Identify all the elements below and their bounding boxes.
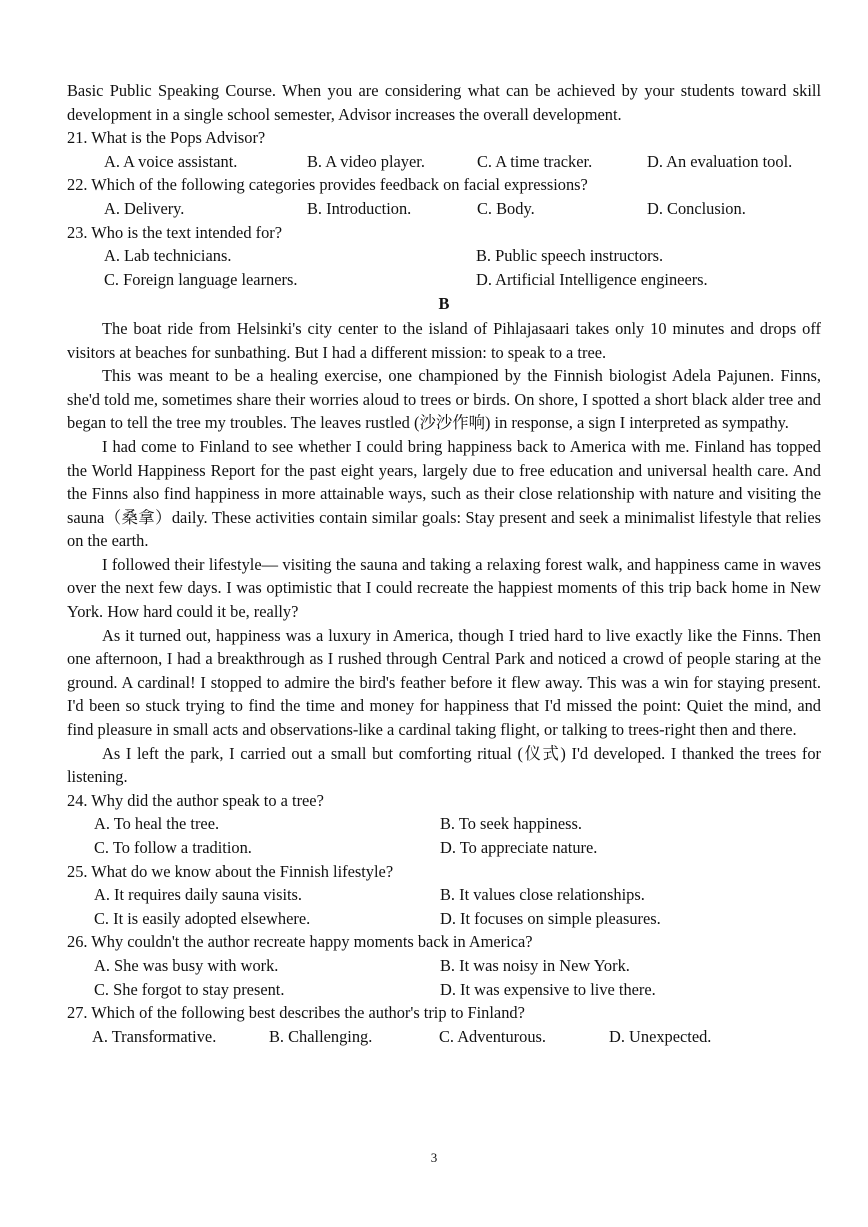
question-stem: 26. Why couldn't the author recreate happy moments back in America? — [67, 932, 533, 952]
option: A. She was busy with work. — [94, 955, 279, 975]
section-heading: B — [438, 294, 450, 314]
option: B. To seek happiness. — [440, 814, 582, 834]
page-body — [67, 79, 821, 1048]
option: D. It focuses on simple pleasures. — [440, 908, 661, 928]
option: A. It requires daily sauna visits. — [94, 885, 303, 905]
passage-paragraph: This was meant to be a healing exercise, one championed by the Finnish biologist Adela Pajunen. Finns, she'd told me, sometimes share their worries aloud to trees or birds. On shore, I spotted a short black alder tree and began to tell the tree my troubles. The leaves rustled (沙沙作响) in response, a sign I interpreted as sympathy. — [67, 366, 821, 433]
option-row — [67, 244, 821, 291]
option: A. Delivery. — [104, 198, 185, 218]
passage-paragraph: The boat ride from Helsinki's city center to the island of Pihlajasaari takes only 10 minutes and drops off visitors at beaches for sunbathing. But I had a different mission: to speak to a tree. — [67, 318, 821, 362]
option: D. Conclusion. — [647, 198, 746, 218]
option: D. An evaluation tool. — [647, 151, 793, 171]
option: C. Foreign language learners. — [104, 269, 298, 289]
option-row — [67, 954, 821, 1001]
option: B. It values close relationships. — [440, 885, 645, 905]
option-row — [67, 1025, 821, 1049]
option: A. Lab technicians. — [104, 246, 232, 266]
option: C. She forgot to stay present. — [94, 979, 285, 999]
option-row — [67, 883, 821, 930]
option: D. It was expensive to live there. — [440, 979, 656, 999]
question-stem: 21. What is the Pops Advisor? — [67, 128, 266, 148]
option: B. It was noisy in New York. — [440, 955, 630, 975]
passage-paragraph: As it turned out, happiness was a luxury in America, though I tried hard to live exactly like the Finns. Then one afternoon, I had a breakthrough as I rushed through Central Park and noticed a crowd of people staring at the ground. A cardinal! I stopped to admire the bird's feather before it flew away. This was a win for staying present. I'd been so stuck trying to find the time and money for happiness that I'd missed the point: Quiet the mind, and find pleasure in small acts and observations-like a cardinal taking flight, or talking to trees-right then and there. — [67, 625, 821, 740]
page-number: 3 — [430, 1150, 438, 1165]
option: D. Artificial Intelligence engineers. — [476, 269, 708, 289]
option: D. Unexpected. — [609, 1026, 712, 1046]
option: B. Challenging. — [269, 1026, 373, 1046]
option: B. Introduction. — [307, 198, 412, 218]
question-stem: 25. What do we know about the Finnish lifestyle? — [67, 861, 394, 881]
option-row — [67, 150, 821, 174]
option: C. A time tracker. — [477, 151, 593, 171]
option: A. A voice assistant. — [104, 151, 238, 171]
option: B. Public speech instructors. — [476, 246, 664, 266]
option: C. Adventurous. — [439, 1026, 546, 1046]
passage-paragraph: I followed their lifestyle— visiting the sauna and taking a relaxing forest walk, and happiness came in waves over the next few days. I was optimistic that I could recreate the happiest moments of this trip back home in New York. How hard could it be, really? — [67, 554, 821, 622]
option: A. Transformative. — [92, 1026, 217, 1046]
option: C. To follow a tradition. — [94, 838, 252, 857]
option: A. To heal the tree. — [94, 814, 220, 834]
passage-paragraph: As I left the park, I carried out a small but comforting ritual (仪式) I'd developed. I thanked the trees for listening. — [67, 743, 821, 787]
question-stem: 27. Which of the following best describes the author's trip to Finland? — [67, 1003, 525, 1023]
option: C. It is easily adopted elsewhere. — [94, 908, 311, 928]
option-row — [67, 812, 821, 859]
question-stem: 24. Why did the author speak to a tree? — [67, 790, 324, 810]
option: B. A video player. — [307, 151, 425, 171]
option: D. To appreciate nature. — [440, 838, 598, 857]
question-stem: 23. Who is the text intended for? — [67, 222, 282, 242]
option-row — [67, 197, 821, 221]
passage-paragraph: I had come to Finland to see whether I could bring happiness back to America with me. Finland has topped the World Happiness Report for the past eight years, largely due to free education and universal health care. And the Finns also find happiness in more attainable ways, such as their close relationship with nature and visiting the sauna（桑拿）daily. These activities contain similar goals: Stay present and seek a minimalist lifestyle that relies on the earth. — [67, 436, 821, 551]
intro-paragraph: Basic Public Speaking Course. When you are considering what can be achieved by your students toward skill development in a single school semester, Advisor increases the overall development. — [67, 81, 821, 124]
question-stem: 22. Which of the following categories provides feedback on facial expressions? — [67, 175, 588, 195]
option: C. Body. — [477, 198, 535, 218]
